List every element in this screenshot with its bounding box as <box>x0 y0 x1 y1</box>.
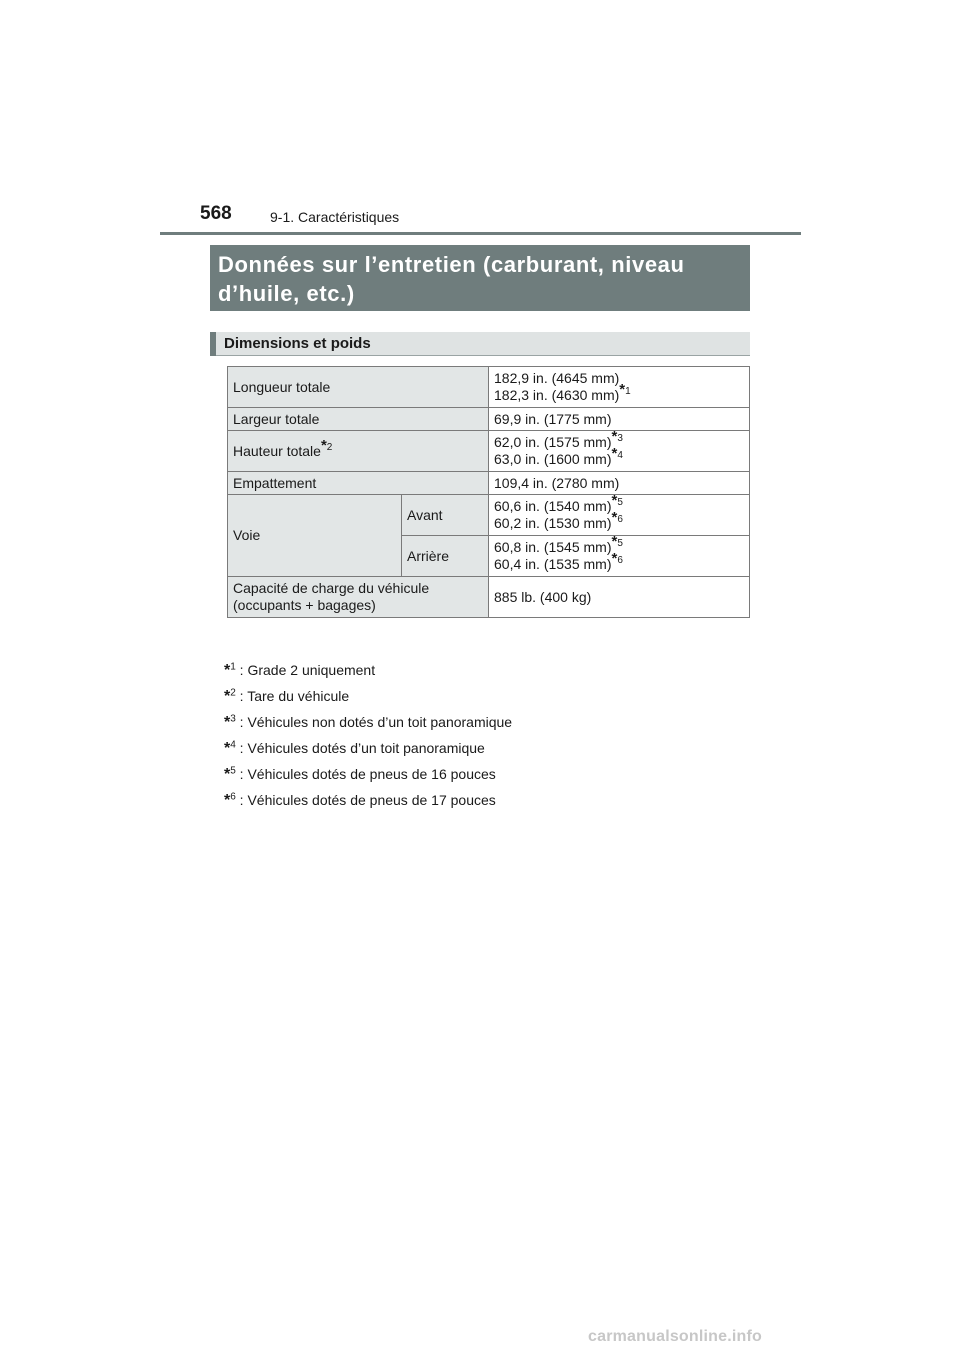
footnote-item <box>224 657 764 683</box>
value-text: 62,0 in. (1575 mm) <box>494 434 612 450</box>
footnote-star: * <box>224 714 231 731</box>
footnote-number: 6 <box>617 514 623 526</box>
row-label <box>228 367 489 408</box>
value-text: 60,6 in. (1540 mm) <box>494 498 612 514</box>
value-line <box>494 509 744 532</box>
value-line <box>494 492 744 515</box>
footnote-star: * <box>611 445 618 463</box>
footnote-star: * <box>611 428 618 446</box>
specs-table <box>227 366 750 618</box>
footnote-number: 4 <box>617 450 623 462</box>
value-line: 182,9 in. (4645 mm) <box>494 370 620 386</box>
footnote-number: 5 <box>230 765 236 777</box>
footnote-text: : Véhicules non dotés d’un toit panoramique <box>235 714 513 730</box>
footnote-item <box>224 735 764 761</box>
row-value: 885 lb. (400 kg) <box>489 577 750 618</box>
subsection-title: Dimensions et poids <box>224 335 371 352</box>
row-label <box>228 577 489 618</box>
label-text: Hauteur totale <box>233 442 321 459</box>
chapter-title: 9-1. Caractéristiques <box>270 209 400 225</box>
table-row <box>228 408 750 431</box>
footnote-star: * <box>611 509 618 527</box>
value-text: 60,2 in. (1530 mm) <box>494 515 612 531</box>
footnote-star: * <box>619 381 626 399</box>
value-line <box>494 550 744 573</box>
footnote-ref <box>611 428 623 446</box>
footnote-number: 6 <box>230 791 236 803</box>
table-row <box>228 577 750 618</box>
label-text: Longueur totale <box>233 378 331 395</box>
value-text: 182,3 in. (4630 mm) <box>494 387 620 403</box>
table-row <box>228 367 750 408</box>
value-line <box>494 533 744 556</box>
footnotes <box>224 657 764 813</box>
footnote-item <box>224 683 764 709</box>
footnote-star: * <box>224 792 231 809</box>
footnote-number: 1 <box>625 386 631 398</box>
footnote-number: 3 <box>617 433 623 445</box>
footnote-star: * <box>224 740 231 757</box>
table-row <box>228 495 750 536</box>
footnote-number: 4 <box>230 739 236 751</box>
footnote-star: * <box>224 662 231 679</box>
row-value <box>489 428 750 472</box>
section-title-line2: d’huile, etc.) <box>218 281 355 306</box>
footnote-ref <box>611 492 623 510</box>
footnote-star: * <box>611 550 618 568</box>
value-text: 63,0 in. (1600 mm) <box>494 451 612 467</box>
footnote-number: 5 <box>617 497 623 509</box>
section-title-line1: Données sur l’entretien (carburant, niveau <box>218 252 685 277</box>
table-row <box>228 472 750 495</box>
row-value: 109,4 in. (2780 mm) <box>489 472 750 495</box>
row-label: Largeur totale <box>228 408 489 431</box>
footnote-ref <box>611 533 623 551</box>
footnote-item <box>224 787 764 813</box>
footnote-text: : Grade 2 uniquement <box>235 662 376 678</box>
value-line <box>494 428 744 451</box>
footnote-star: * <box>224 766 231 783</box>
footnote-star: * <box>611 533 618 551</box>
label-line: Capacité de charge du véhicule <box>233 580 430 596</box>
value-line <box>494 445 744 468</box>
footnote-item <box>224 709 764 735</box>
footnote-number: 1 <box>230 661 236 673</box>
page-number: 568 <box>200 203 232 224</box>
footnote-item <box>224 761 764 787</box>
row-label <box>228 431 489 472</box>
footnote-text: : Véhicules dotés de pneus de 16 pouces <box>235 766 496 782</box>
row-sublabel: Avant <box>402 495 489 536</box>
row-value: 69,9 in. (1775 mm) <box>489 408 750 431</box>
subsection-accent <box>210 332 216 356</box>
footnote-ref <box>611 509 623 527</box>
value-text: 60,4 in. (1535 mm) <box>494 556 612 572</box>
watermark: carmanualsonline.info <box>588 1328 763 1345</box>
footnote-number: 6 <box>617 555 623 567</box>
row-value <box>489 492 750 536</box>
subsection-header <box>210 332 750 356</box>
label-line: (occupants + bagages) <box>233 597 376 613</box>
table-row <box>228 431 750 472</box>
footnote-number: 2 <box>326 441 333 453</box>
section-title <box>210 245 750 311</box>
footnote-number: 3 <box>230 713 236 725</box>
footnote-star: * <box>224 688 231 705</box>
footnote-star: * <box>320 436 327 454</box>
row-value <box>489 367 750 408</box>
footnote-ref <box>611 550 623 568</box>
value-text: 60,8 in. (1545 mm) <box>494 539 612 555</box>
row-label: Voie <box>228 495 402 577</box>
footnote-text: : Véhicules dotés d’un toit panoramique <box>235 740 485 756</box>
footnote-ref <box>320 436 333 454</box>
footnote-number: 5 <box>617 538 623 550</box>
row-value <box>489 533 750 577</box>
footnote-text: : Tare du véhicule <box>235 688 350 704</box>
row-label: Empattement <box>228 472 489 495</box>
value-line <box>494 381 744 404</box>
footnote-ref <box>619 381 631 399</box>
row-sublabel: Arrière <box>402 536 489 577</box>
header-rule <box>160 232 801 235</box>
footnote-ref <box>611 445 623 463</box>
footnote-text: : Véhicules dotés de pneus de 17 pouces <box>235 792 496 808</box>
footnote-number: 2 <box>230 687 236 699</box>
footnote-star: * <box>611 492 618 510</box>
